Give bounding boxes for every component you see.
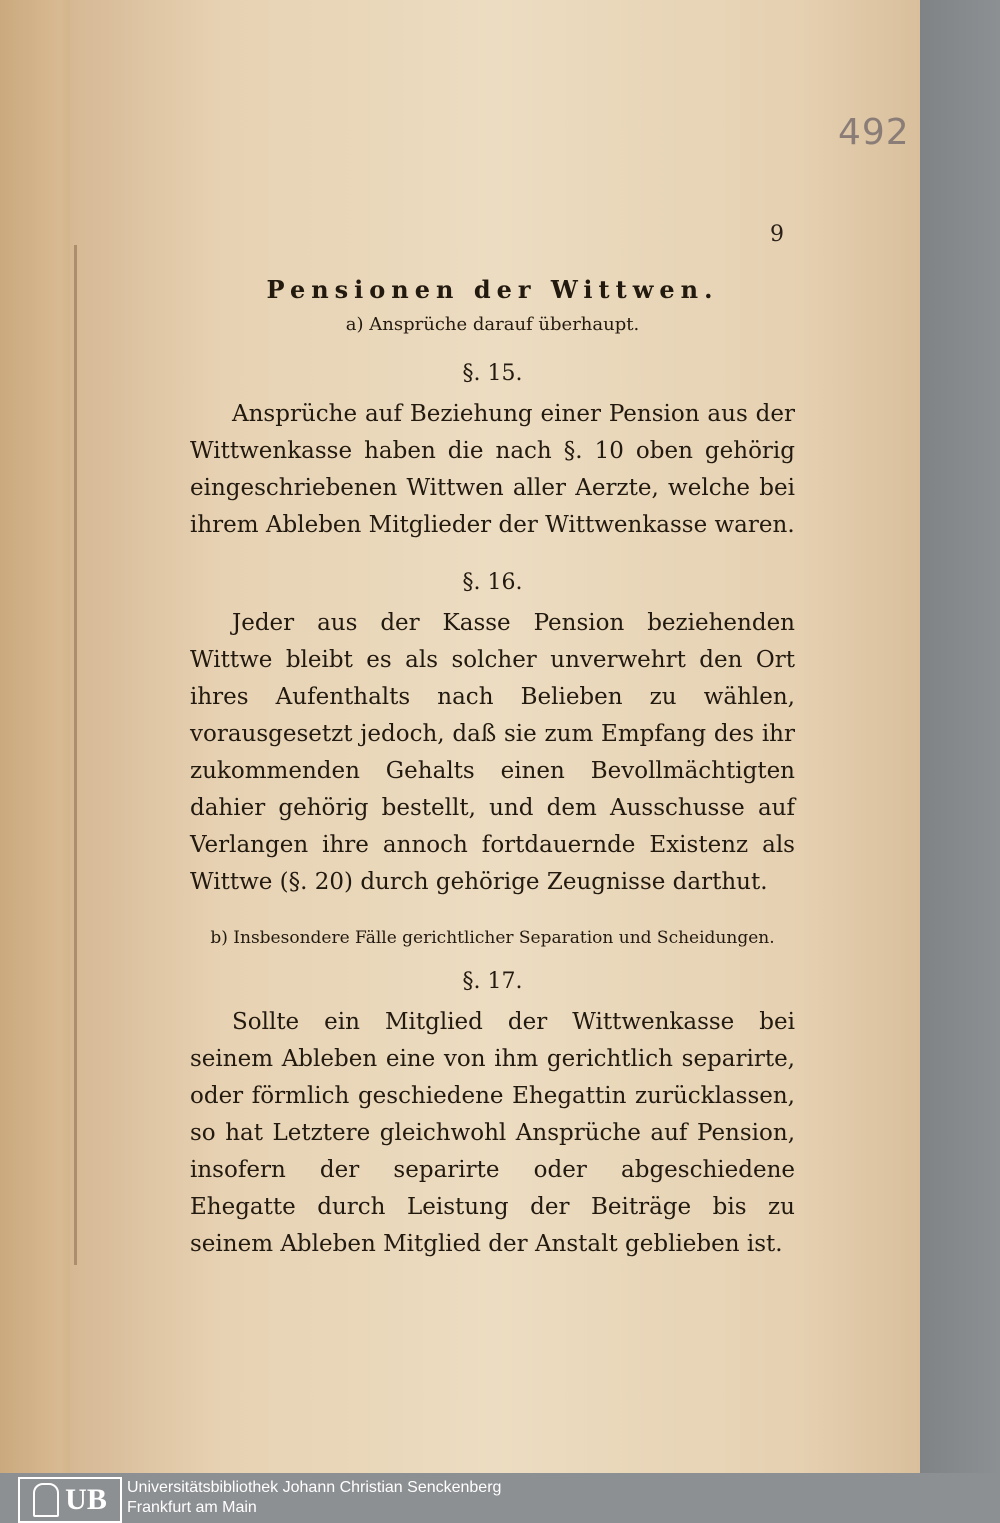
library-footer	[0, 1473, 1000, 1523]
page-number: 9	[770, 222, 784, 247]
section-title: Pensionen der Wittwen.	[266, 275, 719, 304]
paragraph-number-17: §. 17.	[462, 969, 523, 994]
section-subtitle-a: a) Ansprüche darauf überhaupt.	[345, 314, 640, 335]
library-logo-text: UB	[65, 1483, 107, 1516]
library-logo[interactable]	[18, 1477, 122, 1523]
library-name-line2: Frankfurt am Main	[127, 1499, 257, 1516]
paragraph-15-text: Ansprüche auf Beziehung einer Pension aus der Wittwenkasse haben die nach §. 10 oben gehörig eingeschriebenen Wittwen aller Aerzte, welche bei ihrem Ableben Mitglieder der Wittwenkasse waren.	[190, 401, 795, 538]
page-right-shadow	[920, 0, 1000, 1473]
library-name	[127, 1478, 501, 1518]
library-emblem-icon	[33, 1483, 59, 1517]
page-content	[190, 275, 795, 1263]
handwritten-page-note: 492	[838, 112, 910, 153]
binding-gutter	[74, 245, 77, 1265]
section-subtitle-b: b) Insbesondere Fälle gerichtlicher Separation und Scheidungen.	[210, 928, 775, 948]
paragraph-16-text: Jeder aus der Kasse Pension beziehenden Wittwe bleibt es als solcher unverwehrt den Ort ihres Aufenthalts nach Belieben zu wählen, vorausgesetzt jedoch, daß sie zum Empfang des ihr zukommenden Gehalts einen Bevollmächtigten dahier gehörig bestellt, und dem Ausschusse auf Verlangen ihre annoch fortdauernde Existenz als Wittwe (§. 20) durch gehörige Zeugnisse darthut.	[190, 610, 795, 895]
paragraph-number-15: §. 15.	[462, 361, 523, 386]
paragraph-17-text: Sollte ein Mitglied der Wittwenkasse bei seinem Ableben eine von ihm gerichtlich separirte, oder förmlich geschiedene Ehegattin zurücklassen, so hat Letztere gleichwohl Ansprüche auf Pension, insofern der separirte oder abgeschiedene Ehegatte durch Leistung der Beiträge bis zu seinem Ableben Mitglied der Anstalt geblieben ist.	[190, 1009, 795, 1257]
paragraph-number-16: §. 16.	[462, 570, 523, 595]
library-name-line1: Universitätsbibliothek Johann Christian Senckenberg	[127, 1479, 502, 1496]
